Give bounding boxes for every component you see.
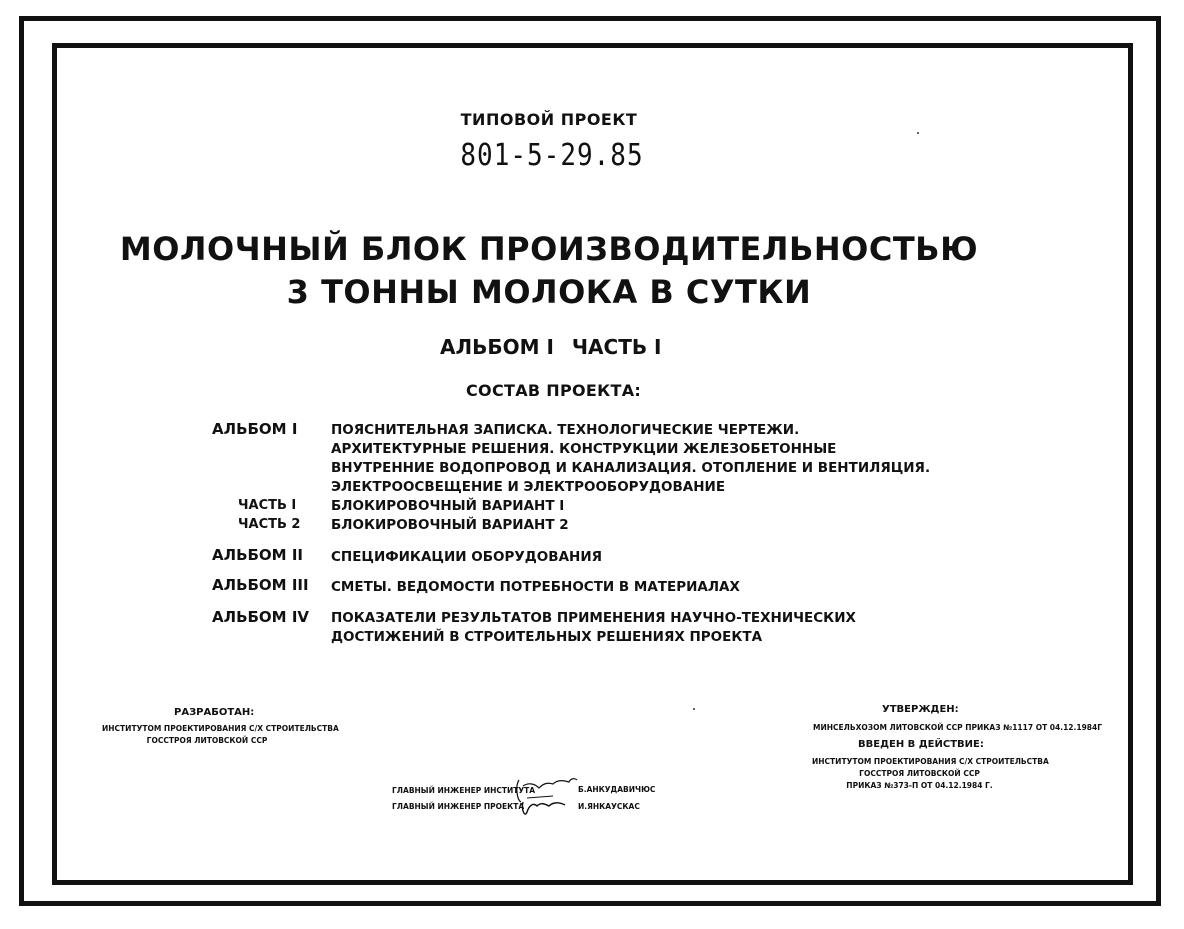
album1-line: ЭЛЕКТРООСВЕЩЕНИЕ И ЭЛЕКТРООБОРУДОВАНИЕ <box>331 479 726 495</box>
album1-label: АЛЬБОМ I <box>212 420 298 438</box>
album1-line: ВНУТРЕННИЕ ВОДОПРОВОД И КАНАЛИЗАЦИЯ. ОТОПЛЕНИЕ И ВЕНТИЛЯЦИЯ. <box>331 460 931 476</box>
album1-line: ПОЯСНИТЕЛЬНАЯ ЗАПИСКА. ТЕХНОЛОГИЧЕСКИЕ ЧЕРТЕЖИ. <box>331 422 800 438</box>
album1-part2-text: БЛОКИРОВОЧНЫЙ ВАРИАНТ 2 <box>331 517 569 533</box>
album1-description <box>331 421 930 535</box>
album-heading-part: ЧАСТЬ I <box>571 335 662 359</box>
signature-role-1: ГЛАВНЫЙ ИНЖЕНЕР ИНСТИТУТА <box>392 786 536 795</box>
album-heading-album: АЛЬБОМ I <box>440 335 554 359</box>
developed-line: ГОССТРОЯ ЛИТОВСКОЙ ССР <box>146 736 268 745</box>
main-title <box>0 228 1141 314</box>
signature-name-2: И.ЯНКАУСКАС <box>578 802 640 811</box>
scan-speck <box>693 708 695 710</box>
album1-part1-label: ЧАСТЬ I <box>238 498 297 513</box>
enacted-block <box>812 756 1049 792</box>
series-title: ТИПОВОЙ ПРОЕКТ <box>460 110 638 129</box>
album4-label: АЛЬБОМ IV <box>212 608 310 626</box>
enacted-line: ГОССТРОЯ ЛИТОВСКОЙ ССР <box>859 769 980 778</box>
developed-block <box>102 723 339 747</box>
enacted-line: ИНСТИТУТОМ ПРОЕКТИРОВАНИЯ С/Х СТРОИТЕЛЬСТВА <box>812 757 1049 766</box>
contents-heading: СОСТАВ ПРОЕКТА: <box>466 381 642 400</box>
main-title-line2: 3 ТОННЫ МОЛОКА В СУТКИ <box>286 273 812 311</box>
album2-label: АЛЬБОМ II <box>212 546 303 564</box>
main-title-line1: МОЛОЧНЫЙ БЛОК ПРОИЗВОДИТЕЛЬНОСТЬЮ <box>119 230 979 268</box>
approved-order: МИНСЕЛЬХОЗОМ ЛИТОВСКОЙ ССР ПРИКАЗ №1117 ОТ 04.12.1984Г <box>813 723 1103 732</box>
scan-speck <box>917 132 919 134</box>
album2-description: СПЕЦИФИКАЦИИ ОБОРУДОВАНИЯ <box>331 549 603 565</box>
series-number: 801-5-29.85 <box>460 138 644 174</box>
album1-part2-label: ЧАСТЬ 2 <box>238 517 301 532</box>
album1-part1-text: БЛОКИРОВОЧНЫЙ ВАРИАНТ I <box>331 498 565 514</box>
signature-scribbles <box>513 772 583 822</box>
album4-line: ДОСТИЖЕНИЙ В СТРОИТЕЛЬНЫХ РЕШЕНИЯХ ПРОЕКТА <box>331 629 763 645</box>
album1-line: АРХИТЕКТУРНЫЕ РЕШЕНИЯ. КОНСТРУКЦИИ ЖЕЛЕЗОБЕТОННЫЕ <box>331 441 837 457</box>
signature-name-1: Б.АНКУДАВИЧЮС <box>578 785 656 794</box>
enacted-line: ПРИКАЗ №373-П ОТ 04.12.1984 Г. <box>846 781 993 790</box>
enacted-label: ВВЕДЕН В ДЕЙСТВИЕ: <box>858 739 984 750</box>
album4-description <box>331 609 856 647</box>
approved-label: УТВЕРЖДЕН: <box>882 704 959 715</box>
album3-description: СМЕТЫ. ВЕДОМОСТИ ПОТРЕБНОСТИ В МАТЕРИАЛАХ <box>331 579 740 595</box>
developed-label: РАЗРАБОТАН: <box>174 707 255 718</box>
signature-role-2: ГЛАВНЫЙ ИНЖЕНЕР ПРОЕКТА <box>392 802 525 811</box>
album3-label: АЛЬБОМ III <box>212 576 309 594</box>
album-heading <box>440 335 680 359</box>
developed-line: ИНСТИТУТОМ ПРОЕКТИРОВАНИЯ С/Х СТРОИТЕЛЬСТВА <box>102 724 339 733</box>
album4-line: ПОКАЗАТЕЛИ РЕЗУЛЬТАТОВ ПРИМЕНЕНИЯ НАУЧНО-ТЕХНИЧЕСКИХ <box>331 610 856 626</box>
